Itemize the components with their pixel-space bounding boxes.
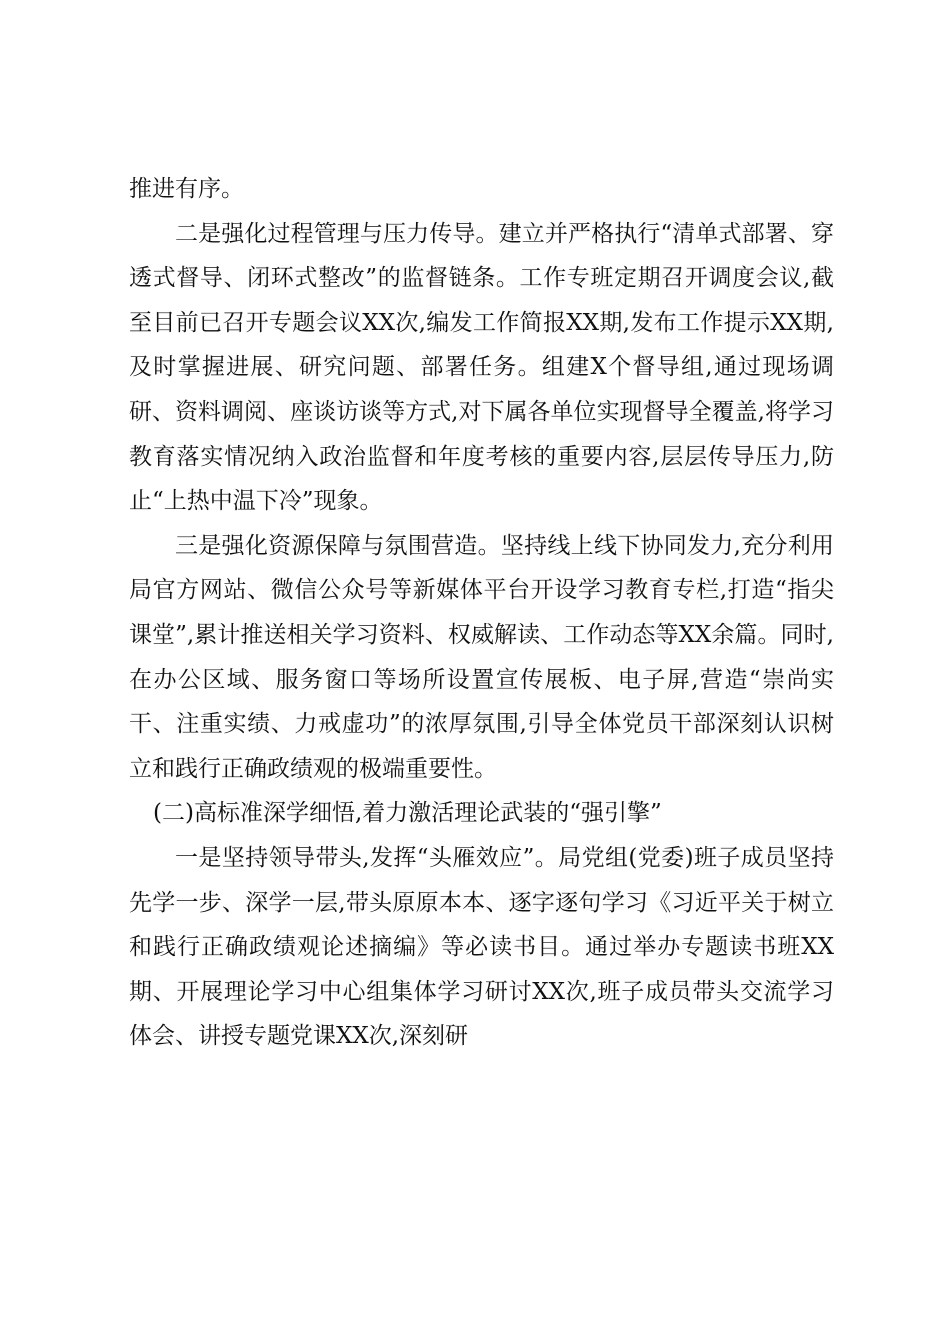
document-body	[129, 167, 834, 1059]
paragraph-process-management: 二是强化过程管理与压力传导。建立并严格执行“清单式部署、穿透式督导、闭环式整改”的监督链条。工作专班定期召开调度会议,截至目前已召开专题会议XX次,编发工作简报XX期,发布工作提示XX期,及时掌握进展、研究问题、部署任务。组建X个督导组,通过现场调研、资料调阅、座谈访谈等方式,对下属各单位实现督导全覆盖,将学习教育落实情况纳入政治监督和年度考核的重要内容,层层传导压力,防止“上热中温下冷”现象。	[129, 220, 834, 515]
paragraph-continuation: 推进有序。	[129, 176, 244, 202]
paragraph-resource-guarantee: 三是强化资源保障与氛围营造。坚持线上线下协同发力,充分利用局官方网站、微信公众号等新媒体平台开设学习教育专栏,打造“指尖课堂”,累计推送相关学习资料、权威解读、工作动态等XX余篇。同时,在办公区域、服务窗口等场所设置宣传展板、电子屏,营造“崇尚实干、注重实绩、力戒虚功”的浓厚氛围,引导全体党员干部深刻认识树立和践行正确政绩观的极端重要性。	[129, 532, 834, 782]
paragraph-leadership-example: 一是坚持领导带头,发挥“头雁效应”。局党组(党委)班子成员坚持先学一步、深学一层,带头原原本本、逐字逐句学习《习近平关于树立和践行正确政绩观论述摘编》等必读书目。通过举办专题读书班XX期、开展理论学习中心组集体学习研讨XX次,班子成员带头交流学习体会、讲授专题党课XX次,深刻研	[129, 844, 834, 1050]
section-heading-high-standard-study: (二)高标准深学细悟,着力激活理论武装的“强引擎”	[153, 800, 662, 827]
